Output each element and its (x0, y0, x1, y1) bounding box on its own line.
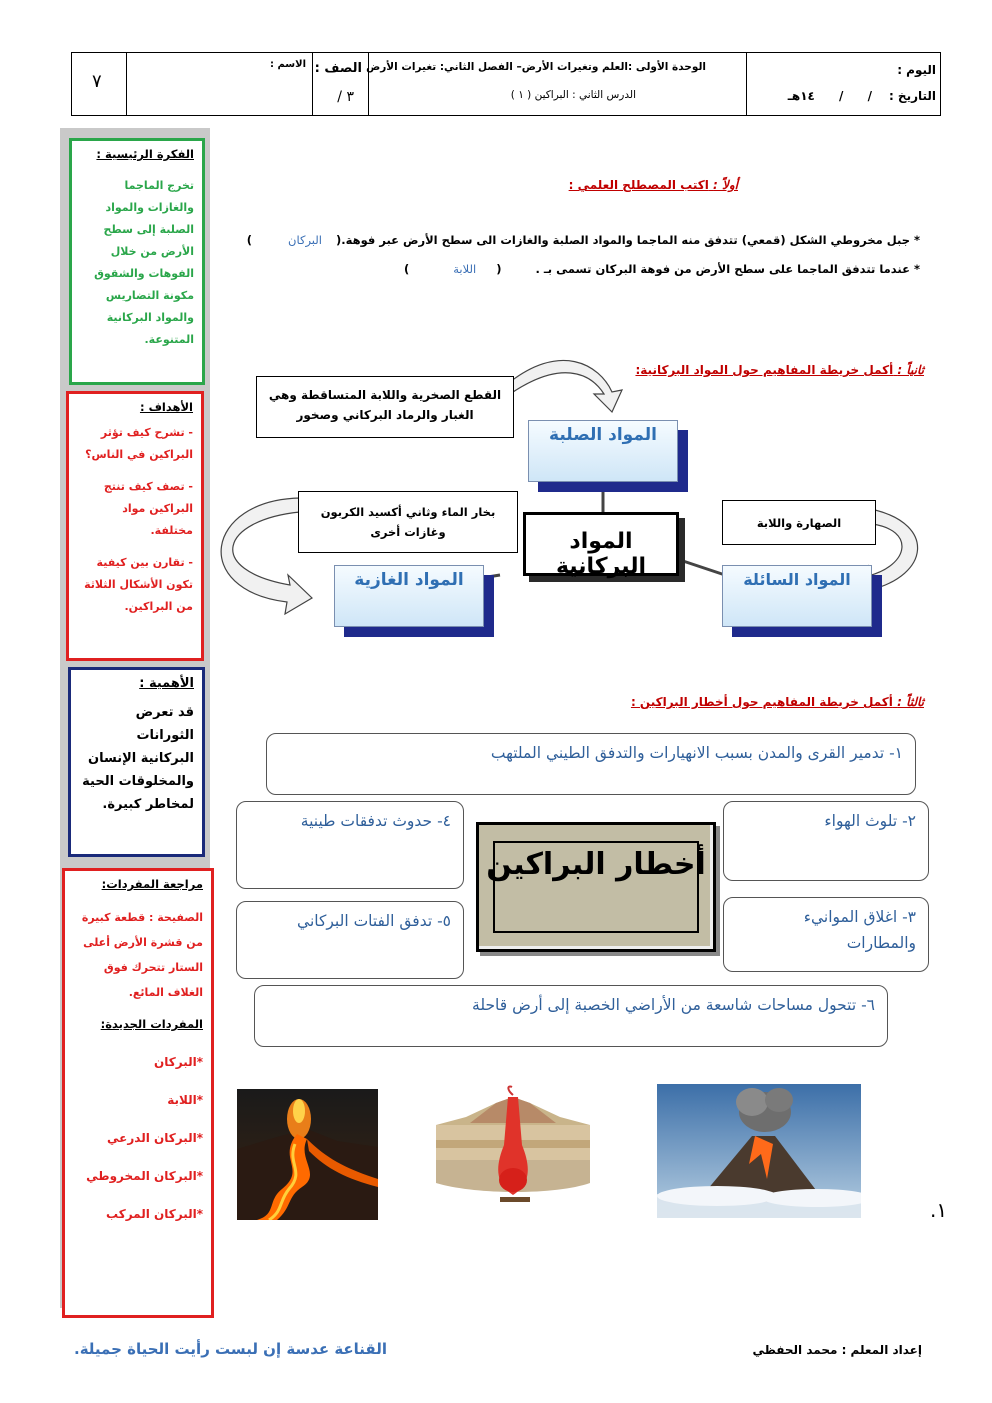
section3-title: ثالثاً : أكمل خريطة المفاهيم حول أخطار البراكين : (630, 695, 924, 709)
vocab-item: *البركان (154, 1055, 203, 1069)
liquid-materials-node (722, 565, 872, 627)
erupting-volcano-image (657, 1084, 861, 1218)
curved-arrow-solid (505, 360, 622, 412)
vocab-new-title: المفردات الجديدة: (100, 1017, 203, 1031)
date-value: / / ١٤هـ (787, 89, 872, 103)
footer-teacher: إعداد المعلم : محمد الحفظي (752, 1343, 922, 1357)
hazard-4: ٤- حدوث تدفقات طينية (236, 801, 464, 889)
footer-quote: القناعة عدسة إن لبست رأيت الحياة جميلة. (74, 1340, 387, 1358)
hazard-1: ١- تدمير القرى والمدن بسبب الانهيارات والتدفق الطيني الملتهب (266, 733, 916, 795)
answer-2: اللابة (453, 262, 477, 276)
gas-materials-node (334, 565, 484, 627)
section1-title: أولاً : اكتب المصطلح العلمي : (568, 178, 738, 192)
lesson-line: الدرس الثاني : البراكين ( ١ ) (510, 89, 636, 101)
unit-line: الوحدة الأولى :العلم وتغيرات الأرض– الفصل الثاني: تغيرات الأرض (366, 61, 706, 73)
name-label: الاسم : (269, 59, 306, 70)
vocab-item: *البركان الدرعي (107, 1131, 203, 1145)
hazard-2: ٢- تلوث الهواء (723, 801, 929, 881)
volcano-cross-section-image (436, 1085, 590, 1215)
question-2: * عندما تتدفق الماجما على سطح الأرض من فوهة البركان تسمى بـ . ( اللابة ) (403, 262, 920, 276)
liquid-materials-label: المواد السائلة (722, 565, 872, 627)
gas-materials-label: المواد الغازية (334, 565, 484, 627)
vocabulary-box (62, 868, 214, 1318)
objective-item-1: - تشرح كيف تؤثر البراكين في الناس؟ (85, 426, 193, 461)
solid-materials-answer: القطع الصخرية واللابة المتساقطة وهي الغبار والرماد البركاني وصخور (256, 376, 514, 438)
lava-flow-image (237, 1089, 378, 1220)
page-number: ٧ (92, 71, 102, 92)
liquid-materials-answer: الصهارة واللابة (722, 500, 876, 545)
vocab-item: *البركان المخروطي (86, 1169, 203, 1183)
objective-item-2: - تصف كيف تنتج البراكين مواد مختلفة. (103, 480, 193, 537)
solid-materials-label: المواد الصلبة (528, 420, 678, 482)
gas-materials-answer: بخار الماء وثاني أكسيد الكربون وغازات أخرى (298, 491, 518, 553)
date-label: التاريخ : (888, 89, 936, 103)
importance-title: الأهمية : (139, 676, 194, 691)
question-2-text: * عندما تتدفق الماجما على سطح الأرض من فوهة البركان تسمى بـ . (535, 262, 920, 276)
vocab-review-text: الصفيحة : قطعة كبيرة من قشرة الأرض أعلى الستار تتحرك فوق الغلاف المائع. (81, 911, 203, 999)
class-value: ٣ / (337, 89, 354, 105)
objectives-title: الأهداف : (139, 400, 193, 414)
hazard-6: ٦- تتحول مساحات شاسعة من الأراضي الخصبة إلى أرض قاحلة (254, 985, 888, 1047)
vocab-item: *البركان المركب (106, 1207, 203, 1221)
vocab-new-list (73, 1043, 203, 1233)
day-label: اليوم : (897, 63, 936, 77)
class-label: الصف : (314, 61, 362, 76)
hazard-5: ٥- تدفق الفتات البركاني (236, 901, 464, 979)
question-1-text: * جبل مخروطي الشكل (قمعي) تتدفق منه الماجما والمواد الصلبة والغازات الى سطح الأرض عبر فوهة.( (336, 233, 920, 247)
volcanic-materials-center: المواد البركانية (523, 512, 679, 576)
question-1: * جبل مخروطي الشكل (قمعي) تتدفق منه الماجما والمواد الصلبة والغازات الى سطح الأرض عبر فوهة.( البركان ) (246, 233, 920, 247)
solid-materials-node (528, 420, 678, 482)
importance-text: قد تعرض الثورانات البركانية الإنسان والمخلوقات الحية لمخاطر كبيرة. (82, 705, 194, 812)
volcano-hazards-center (476, 822, 716, 952)
hazard-3: ٣- اغلاق الموانيء والمطارات (723, 897, 929, 972)
main-idea-title: الفكرة الرئيسية : (96, 147, 194, 161)
answer-1: البركان (288, 233, 322, 247)
vocab-review-title: مراجعة المفردات: (101, 877, 203, 891)
volcano-hazards-label: أخطار البراكين (486, 847, 706, 882)
main-idea-text: تخرج الماجما والغازات والمواد الصلبة إلى سطح الأرض من خلال الفوهات والشقوق مكونة التضاريس والمواد البركانية المتنوعة. (94, 179, 194, 346)
vocab-item: *اللابة (167, 1093, 203, 1107)
section2-title: ثانياً : أكمل خريطة المفاهيم حول المواد البركانية: (635, 363, 924, 377)
figure-side-number: ١. (930, 1198, 948, 1222)
objective-item-3: - تقارن بين كيفية تكون الأشكال الثلاثة من البراكين. (84, 556, 193, 613)
